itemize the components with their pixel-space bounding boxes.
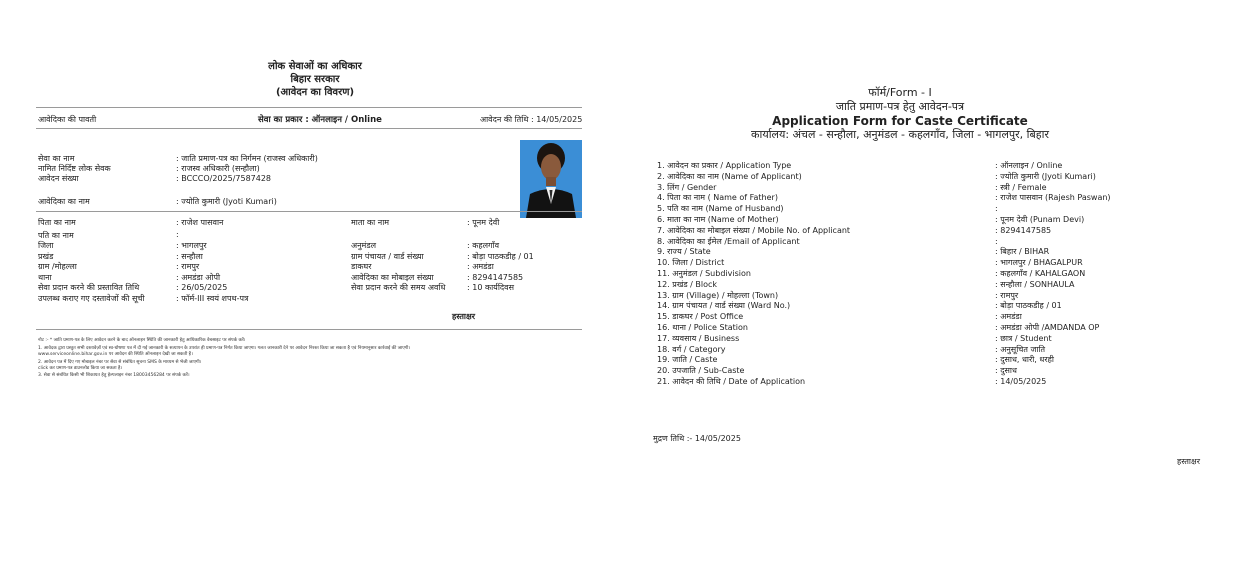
service-labels: [38, 154, 111, 184]
village-label: 13. ग्राम (Village) / मोहल्ला (Town): [657, 290, 779, 300]
gender-value: : स्त्री / Female: [995, 182, 1047, 192]
header-line-3: (आवेदन का विवरण): [275, 87, 355, 98]
father-name-value: : राजेश पासवान (Rajesh Paswan): [995, 193, 1111, 203]
state-label: 9. राज्य / State: [657, 247, 711, 257]
husband-name-label: 5. पति का नाम (Name of Husband): [657, 204, 784, 214]
note-line: नोट :- * जाति प्रमाण-पत्र के लिए आवेदन करने के बाद ऑनलाइन स्थिति की जानकारी हेतु आधिकारिक वेबसाइट पर संपर्क करें।: [38, 338, 246, 343]
applicant-name-label: आवेदिका का नाम: [38, 197, 90, 206]
police-station-value: : अमडंडा ओपी: [176, 272, 221, 282]
subdivision-label: 11. अनुमंडल / Subdivision: [657, 268, 751, 278]
mobile-value: : 8294147585: [467, 272, 524, 282]
address-labels-col1: [38, 241, 145, 304]
mother-name-value: : पूनम देवी: [467, 218, 500, 227]
divider: [36, 107, 582, 108]
title-hindi: जाति प्रमाण-पत्र हेतु आवेदन-पत्र: [835, 100, 965, 113]
caste-label: 19. जाति / Caste: [657, 355, 718, 365]
service-name-label: सेवा का नाम: [38, 154, 75, 163]
village-label: ग्राम /मोहल्ला: [38, 262, 77, 271]
subdivision-value: : कहलगाँव / KAHALGAON: [995, 268, 1086, 278]
signature-label: हस्ताक्षर: [1177, 457, 1200, 466]
father-name-label: पिता का नाम: [38, 218, 76, 227]
left-header: [210, 60, 420, 99]
divider: [36, 211, 582, 212]
business-value: : छात्र / Student: [995, 333, 1052, 343]
husband-name-value: :: [176, 230, 179, 239]
mobile-label: आवेदिका का मोबाइल संख्या: [351, 272, 434, 282]
service-name-value: : जाति प्रमाण-पत्र का निर्गमन (राजस्व अधिकारी): [176, 154, 318, 163]
ward-label: 14. ग्राम पंचायत / वार्ड संख्या (Ward No.): [657, 301, 791, 311]
note-line: 2. आवेदन पत्र में दिए गए मोबाइल नंबर पर सेवा से संबंधित सूचना SMS के माध्यम से भेजी जाएगी।: [38, 360, 202, 365]
block-label: प्रखंड: [38, 251, 54, 261]
mother-name-label: माता का नाम: [351, 218, 390, 227]
mobile-value: : 8294147585: [995, 225, 1052, 235]
category-label: 18. वर्ग / Category: [657, 344, 726, 354]
form-field-values: [995, 161, 1111, 388]
post-office-label: 15. डाकघर / Post Office: [657, 312, 744, 322]
signature-label: हस्ताक्षर: [452, 312, 475, 321]
service-values: [176, 154, 318, 184]
application-date-value: : 14/05/2025: [995, 376, 1047, 386]
application-date: आवेदन की तिथि : 14/05/2025: [480, 115, 583, 124]
police-station-value: : अमडंडा ओपी /AMDANDA OP: [995, 322, 1100, 332]
applicant-name-value: : ज्योति कुमारी (Jyoti Kumari): [995, 171, 1096, 181]
sub-caste-value: : दुसाध: [995, 366, 1017, 376]
application-number-value: : BCCCO/2025/7587428: [176, 174, 272, 183]
note-line: 1. आवेदक द्वारा प्रस्तुत सभी दस्तावेज़ों एवं स्व-घोषणा पत्र में दी गई जानकारी के सत्यापन के उपरांत ही प्रमाण-पत्र निर्गत किया जाएगा। गलत जानकारी देने पर आवेदन निरस्त किया जा सकता है एवं नियमानुसार कार्रवाई की जाएगी।: [38, 346, 411, 351]
police-station-label: थाना: [38, 272, 52, 282]
service-type: सेवा का प्रकार : ऑनलाइन / Online: [258, 115, 382, 125]
divider: [36, 128, 582, 129]
husband-name-value: :: [995, 204, 998, 214]
applicant-name-label: 2. आवेदिका का नाम (Name of Applicant): [657, 171, 802, 181]
header-line-1: लोक सेवाओं का अधिकार: [268, 61, 362, 72]
header-line-2: बिहार सरकार: [290, 74, 340, 85]
print-date: मुद्रण तिथि :- 14/05/2025: [653, 434, 741, 443]
note-line: www.serviceonline.bihar.gov.in पर आवेदन की स्थिति ऑनलाइन देखी जा सकती है।: [38, 352, 193, 357]
title-english: Application Form for Caste Certificate: [772, 114, 1028, 128]
application-number-label: आवेदन संख्या: [38, 174, 79, 183]
category-value: : अनुसूचित जाति: [995, 344, 1046, 354]
proposed-date-label: सेवा प्रदान करने की प्रस्तावित तिथि: [38, 283, 140, 292]
mother-name-value: : पूनम देवी (Punam Devi): [995, 214, 1085, 224]
note-line: 3. सेवा से संबंधित किसी भी शिकायत हेतु हेल्पलाइन नंबर 18003456284 पर संपर्क करें।: [38, 373, 190, 378]
application-date-label: 21. आवेदन की तिथि / Date of Application: [657, 376, 806, 386]
panchayat-label: ग्राम पंचायत / वार्ड संख्या: [351, 251, 424, 261]
ward-value: : बोड़ा पाठकडीह / 01: [995, 301, 1062, 311]
husband-name-label: पति का नाम: [38, 231, 74, 240]
district-label: 10. जिला / District: [657, 258, 725, 268]
district-value: : भागलपुर: [176, 241, 207, 250]
address-values-col2: [467, 241, 534, 294]
note-line: click कर प्रमाण-पत्र डाउनलोड किया जा सकता है।: [38, 366, 123, 371]
public-servant-label: नामित निर्दिष्ट लोक सेवक: [38, 164, 111, 173]
district-label: जिला: [38, 241, 54, 250]
sub-caste-label: 20. उपजाति / Sub-Caste: [657, 366, 745, 376]
applicant-receipt-label: आवेदिका की पावती: [38, 115, 97, 124]
application-type-label: 1. आवेदन का प्रकार / Application Type: [657, 161, 792, 170]
village-value: : रामपुर: [995, 290, 1019, 300]
documents-value: : फॉर्म-III स्वयं शपथ-पत्र: [176, 293, 249, 303]
address-values-col1: [176, 241, 248, 304]
right-header: [700, 86, 1100, 142]
mother-name-label: 6. माता का नाम (Name of Mother): [657, 214, 779, 224]
block-label: 12. प्रखंड / Block: [657, 279, 718, 289]
form-number: फॉर्म/Form - I: [868, 86, 932, 99]
email-label: 8. आवेदिका का ईमेल /Email of Applicant: [657, 236, 800, 246]
mobile-label: 7. आवेदिका का मोबाइल संख्या / Mobile No. of Applicant: [657, 225, 851, 235]
block-value: : सन्हौला / SONHAULA: [995, 279, 1075, 289]
police-station-label: 16. थाना / Police Station: [657, 322, 748, 332]
post-office-value: : अमडंडा: [467, 262, 494, 271]
business-label: 17. व्यवसाय / Business: [657, 333, 740, 343]
block-value: : सन्हौला: [176, 251, 203, 261]
subdivision-label: अनुमंडल: [351, 241, 377, 250]
email-value: :: [995, 236, 998, 246]
divider: [36, 329, 582, 330]
public-servant-value: : राजस्व अधिकारी (सन्हौला): [176, 164, 260, 173]
panchayat-value: : बोड़ा पाठकडीह / 01: [467, 251, 534, 261]
district-value: : भागलपुर / BHAGALPUR: [995, 258, 1083, 268]
gender-label: 3. लिंग / Gender: [657, 182, 717, 192]
father-name-label: 4. पिता का नाम ( Name of Father): [657, 193, 778, 203]
documents-label: उपलब्ध कराए गए दस्तावेजों की सूची: [38, 293, 145, 303]
applicant-name-value: : ज्योति कुमारी (Jyoti Kumari): [176, 197, 277, 206]
application-type-value: : ऑनलाइन / Online: [995, 161, 1063, 170]
service-period-value: : 10 कार्यदिवस: [467, 283, 514, 292]
form-field-labels: [657, 161, 850, 388]
office-line: कार्यालय: अंचल - सन्हौला, अनुमंडल - कहलगाँव, जिला - भागलपुर, बिहार: [751, 128, 1049, 141]
address-labels-col2: [351, 241, 445, 294]
subdivision-value: : कहलगाँव: [467, 241, 500, 250]
applicant-photo: [520, 140, 582, 218]
father-name-value: : राजेश पासवान: [176, 218, 224, 227]
state-value: : बिहार / BIHAR: [995, 247, 1050, 257]
post-office-value: : अमडंडा: [995, 312, 1022, 322]
service-period-label: सेवा प्रदान करने की समय अवधि: [351, 283, 446, 292]
proposed-date-value: : 26/05/2025: [176, 283, 228, 292]
caste-value: : दुसाध, धारी, धरही: [995, 355, 1054, 365]
village-value: : रामपुर: [176, 262, 200, 271]
post-office-label: डाकघर: [351, 262, 372, 271]
